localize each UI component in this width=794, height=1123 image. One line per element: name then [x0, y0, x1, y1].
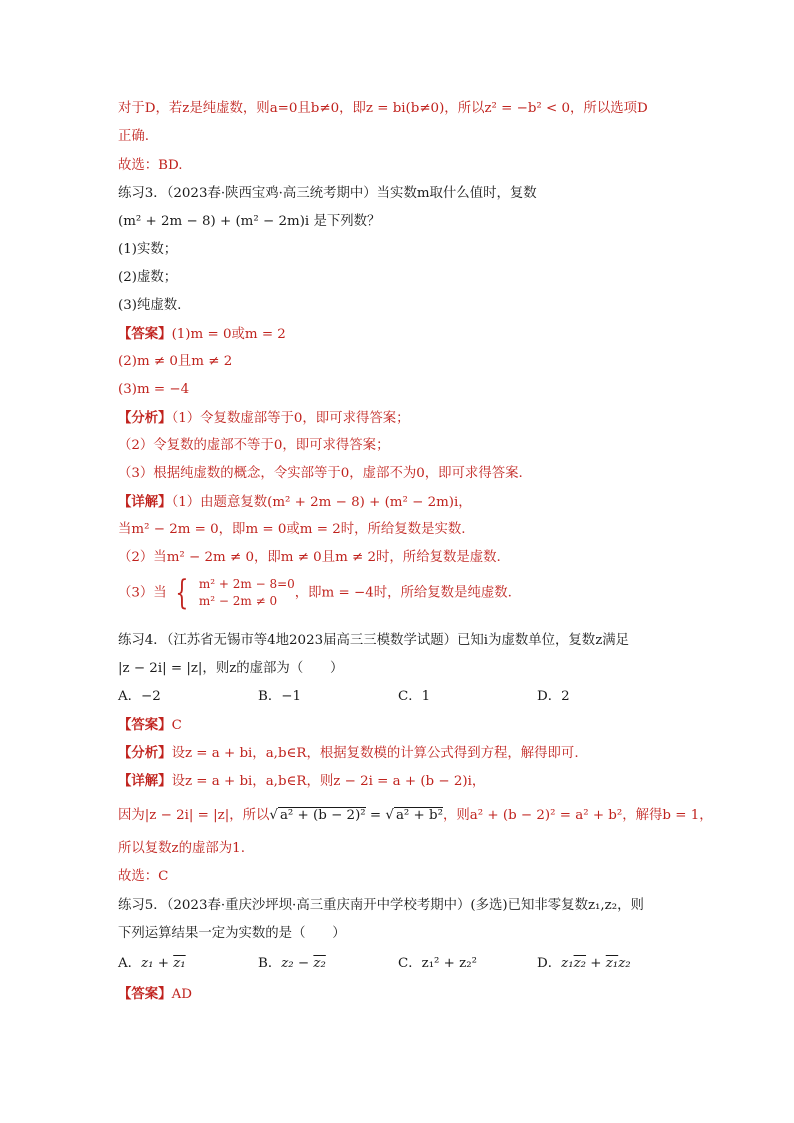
detail-text: 设z = a + bi，a,b∈R，则z − 2i = a + (b − 2)i， [171, 774, 486, 789]
ex4-option-c: C．1 [398, 689, 431, 704]
option-expr: + [586, 956, 606, 971]
ex3-detail-2: 当m² − 2m = 0，即m = 0或m = 2时，所给复数是实数. [118, 522, 466, 537]
system-eq-2: m² − 2m ≠ 0 [198, 593, 278, 608]
ex4-stem-line2: |z − 2i| = |z|，则z的虚部为（ ） [118, 661, 344, 676]
brace-icon: { [175, 572, 189, 613]
ex3-analysis-2: （2）令复数的虚部不等于0，即可求得答案； [118, 438, 390, 453]
answer-text: C [171, 718, 182, 733]
ex4-final: 故选：C [118, 869, 169, 884]
prev-option-d-line2: 正确. [118, 129, 150, 144]
ex3-answer-1 [118, 325, 286, 344]
option-expr: z₁ + [141, 956, 174, 971]
prev-answer: 故选：BD. [118, 158, 183, 173]
sqrt-sign-icon: √ [385, 808, 394, 823]
ex4-detail-3: 所以复数z的虚部为1. [118, 841, 245, 856]
system-eq-1: m² + 2m − 8=0 [198, 576, 295, 591]
ex5-option-b [258, 955, 326, 973]
ex3-q1: (1)实数； [118, 242, 178, 257]
analysis-text: （1）令复数虚部等于0，即可求得答案； [171, 411, 410, 426]
option-expr: z₂ − [281, 956, 314, 971]
answer-tag: 【答案】 [118, 717, 172, 733]
answer-text: (1)m = 0或m = 2 [171, 327, 286, 342]
detail-tag: 【详解】 [118, 773, 172, 789]
detail-tag: 【详解】 [118, 494, 172, 510]
analysis-text: 设z = a + bi，a,b∈R，根据复数模的计算公式得到方程，解得即可. [171, 746, 579, 761]
ex5-option-a [118, 955, 186, 973]
ex4-detail-1 [118, 772, 485, 791]
ex3-answer-2: (2)m ≠ 0且m ≠ 2 [118, 354, 233, 369]
answer-tag: 【答案】 [118, 326, 172, 342]
ex4-option-b: B．−1 [258, 689, 301, 704]
conjugate-expr: z₂ [573, 956, 587, 971]
ex4-detail-2 [118, 807, 713, 825]
ex4-stem-line1: 练习4．（江苏省无锡市等4地2023届高三三模数学试题）已知i为虚数单位，复数z满足 [118, 633, 630, 648]
prev-option-d-line1: 对于D，若z是纯虚数，则a=0且b≠0，即z = bi(b≠0)，所以z² = −b² < 0，所以选项D [118, 101, 648, 116]
sqrt-expr-2: a² + b² [395, 808, 443, 823]
ex4-answer [118, 716, 182, 735]
detail-text: （1）由题意复数(m² + 2m − 8) + (m² − 2m)i， [171, 495, 472, 510]
option-label: B． [258, 956, 282, 971]
equation-system [171, 572, 295, 613]
ex3-stem-line1: 练习3．（2023春·陕西宝鸡·高三统考期中）当实数m取什么值时，复数 [118, 186, 537, 201]
option-expr: z₁ [561, 956, 574, 971]
ex5-option-c: C．z₁² + z₂² [398, 956, 477, 971]
option-expr: z₂ [618, 956, 631, 971]
conjugate-expr: z₁ [173, 956, 186, 971]
option-label: A． [118, 956, 142, 971]
sqrt-expr-1: a² + (b − 2)² [279, 808, 366, 823]
sqrt-sign-icon: √ [269, 808, 278, 823]
detail4-post: ，即m = −4时，所给复数是纯虚数. [294, 585, 512, 601]
detail2-b: ，则a² + (b − 2)² = a² + b²，解得b = 1， [442, 808, 713, 823]
ex5-stem-line1: 练习5．（2023春·重庆沙坪坝·高三重庆南开中学校考期中）(多选)已知非零复数z₁,z₂，则 [118, 898, 644, 913]
ex3-answer-3: (3)m = −4 [118, 382, 190, 397]
ex4-option-a: A．−2 [118, 689, 161, 704]
option-label: D． [537, 956, 562, 971]
detail2-a: 因为|z − 2i| = |z|，所以 [118, 808, 270, 823]
ex3-analysis-3: （3）根据纯虚数的概念，令实部等于0，虚部不为0，即可求得答案. [118, 466, 523, 481]
ex3-stem-line2: (m² + 2m − 8) + (m² − 2m)i 是下列数？ [118, 214, 381, 229]
ex4-analysis [118, 744, 579, 763]
ex5-answer [118, 985, 192, 1004]
ex3-analysis-1 [118, 409, 410, 428]
ex5-stem-line2: 下列运算结果一定为实数的是（ ） [118, 926, 346, 941]
answer-text: AD [171, 987, 192, 1002]
ex3-detail-1 [118, 493, 472, 512]
ex3-q3: (3)纯虚数. [118, 298, 182, 313]
ex4-option-d: D．2 [537, 689, 570, 704]
analysis-tag: 【分析】 [118, 745, 172, 761]
equals-sign: = [365, 808, 386, 823]
analysis-tag: 【分析】 [118, 410, 172, 426]
ex3-detail-4 [118, 572, 512, 613]
answer-tag: 【答案】 [118, 986, 172, 1002]
detail4-pre: （3）当 [118, 585, 167, 601]
ex3-q2: (2)虚数； [118, 270, 178, 285]
ex5-option-d [537, 955, 631, 973]
ex3-detail-3: （2）当m² − 2m ≠ 0，即m ≠ 0且m ≠ 2时，所给复数是虚数. [118, 550, 501, 565]
conjugate-expr: z₁ [605, 956, 619, 971]
conjugate-expr: z₂ [313, 956, 326, 971]
